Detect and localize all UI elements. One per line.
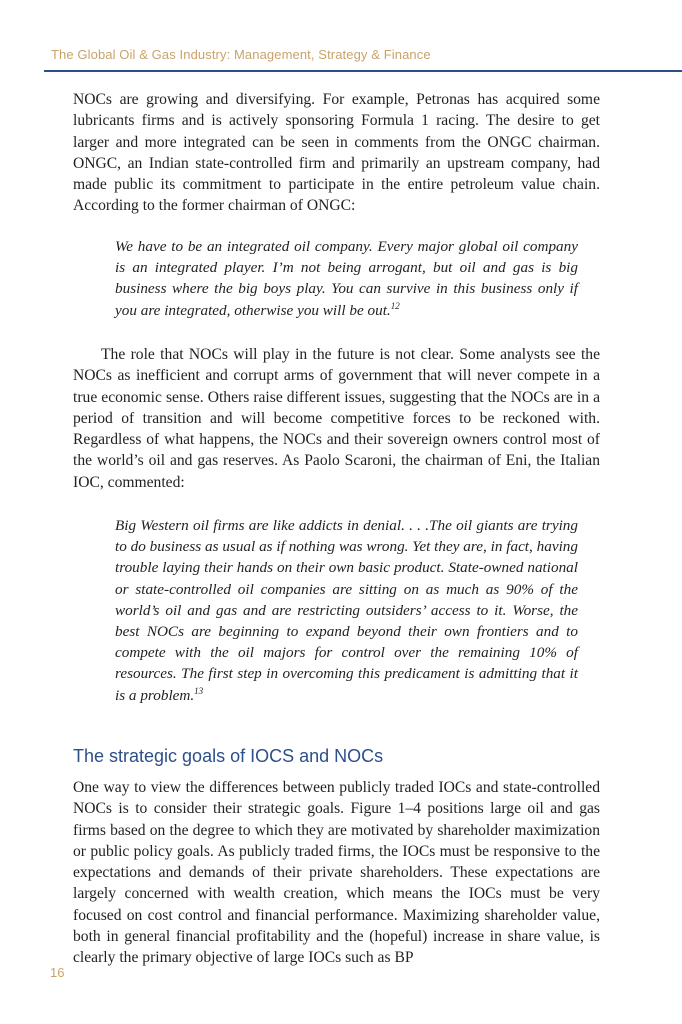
body-paragraph-2: The role that NOCs will play in the future is not clear. Some analysts see the NOCs as inefficient and corrupt arms of government that will never compete in a true economic sense. Others raise different issues, suggesting that the NOCs are in a period of transition and will become competitive forces to be reckoned with. Regardless of what happens, the NOCs and their sovereign owners control most of the world’s oil and gas reserves. As Paolo Scaroni, the chairman of Eni, the Italian IOC, commented: <box>73 346 600 491</box>
body-paragraph-1: NOCs are growing and diversifying. For example, Petronas has acquired some lubricants firms and is actively sponsoring Formula 1 racing. The desire to get larger and more integrated can be seen in comments from the ONGC chairman. ONGC, an Indian state-controlled firm and primarily an upstream company, had made public its commitment to participate in the entire petroleum value chain. According to the former chairman of ONGC: <box>73 91 600 215</box>
footnote-ref-12: 12 <box>390 300 400 311</box>
page-number: 16 <box>50 965 65 980</box>
running-header: The Global Oil & Gas Industry: Management, Strategy & Finance <box>51 47 431 62</box>
quote-2-text: Big Western oil firms are like addicts in denial. . . .The oil giants are trying to do business as usual as if nothing was wrong. Yet they are, in fact, having trouble laying their hands on their own basic product. State-owned national or state-controlled oil companies are sitting on as much as 90% of the world’s oil and gas and are restricting outsiders’ access to it. Worse, the best NOCs are beginning to expand beyond their own frontiers and to compete with the oil majors for control over the remaining 10% of resources. The first step in overcoming this predicament is admitting that it is a problem. <box>115 517 578 704</box>
section-heading: The strategic goals of IOCS and NOCs <box>73 746 384 766</box>
quote-1-text: We have to be an integrated oil company. Every major global oil company is an integrated player. I’m not being arrogant, but oil and gas is big business where the big boys play. You can survive in this business only if you are integrated, otherwise you will be out. <box>115 238 578 319</box>
body-paragraph-3: One way to view the differences between publicly traded IOCs and state-controlled NOCs is to consider their strategic goals. Figure 1–4 positions large oil and gas firms based on the degree to which they are motivated by shareholder maximization or public policy goals. As publicly traded firms, the IOCs must be responsive to the expectations and demands of their private shareholders. These expectations are largely concerned with wealth creation, which means the IOCs must be very focused on cost control and financial performance. Maximizing shareholder value, both in general financial profitability and the (hopeful) increase in share value, is clearly the primary objective of large IOCs such as BP <box>73 779 600 967</box>
block-quote-1 <box>115 236 578 321</box>
header-rule <box>44 70 682 72</box>
block-quote-2 <box>115 515 578 706</box>
footnote-ref-13: 13 <box>194 685 204 696</box>
